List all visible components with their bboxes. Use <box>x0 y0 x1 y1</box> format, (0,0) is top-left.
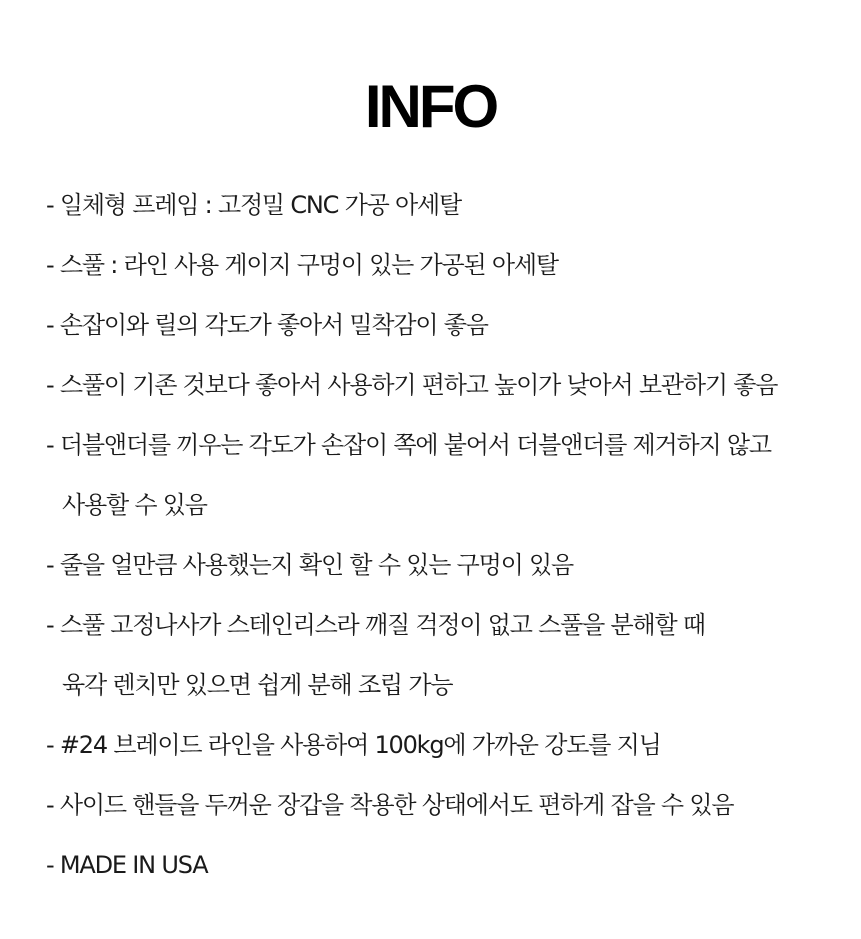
info-line: - #24 브레이드 라인을 사용하여 100kg에 가까운 강도를 지님 <box>46 731 661 759</box>
info-line: - MADE IN USA <box>46 851 208 879</box>
info-list <box>46 183 846 903</box>
info-line: - 줄을 얼만큼 사용했는지 확인 할 수 있는 구멍이 있음 <box>46 551 573 579</box>
page-title: INFO <box>364 73 497 141</box>
info-line: - 더블앤더를 끼우는 각도가 손잡이 쪽에 붙어서 더블앤더를 제거하지 않고 <box>46 431 771 459</box>
info-line-continuation: 육각 렌치만 있으면 쉽게 분해 조립 가능 <box>62 671 453 699</box>
info-line: - 스풀 : 라인 사용 게이지 구멍이 있는 가공된 아세탈 <box>46 251 558 279</box>
info-line: - 사이드 핸들을 두꺼운 장갑을 착용한 상태에서도 편하게 잡을 수 있음 <box>46 791 734 819</box>
info-line: - 일체형 프레임 : 고정밀 CNC 가공 아세탈 <box>46 191 461 219</box>
info-line: - 스풀 고정나사가 스테인리스라 깨질 걱정이 없고 스풀을 분해할 때 <box>46 611 705 639</box>
info-line: - 스풀이 기존 것보다 좋아서 사용하기 편하고 높이가 낮아서 보관하기 좋음 <box>46 371 778 399</box>
info-line: - 손잡이와 릴의 각도가 좋아서 밀착감이 좋음 <box>46 311 488 339</box>
info-line-continuation: 사용할 수 있음 <box>62 491 207 519</box>
